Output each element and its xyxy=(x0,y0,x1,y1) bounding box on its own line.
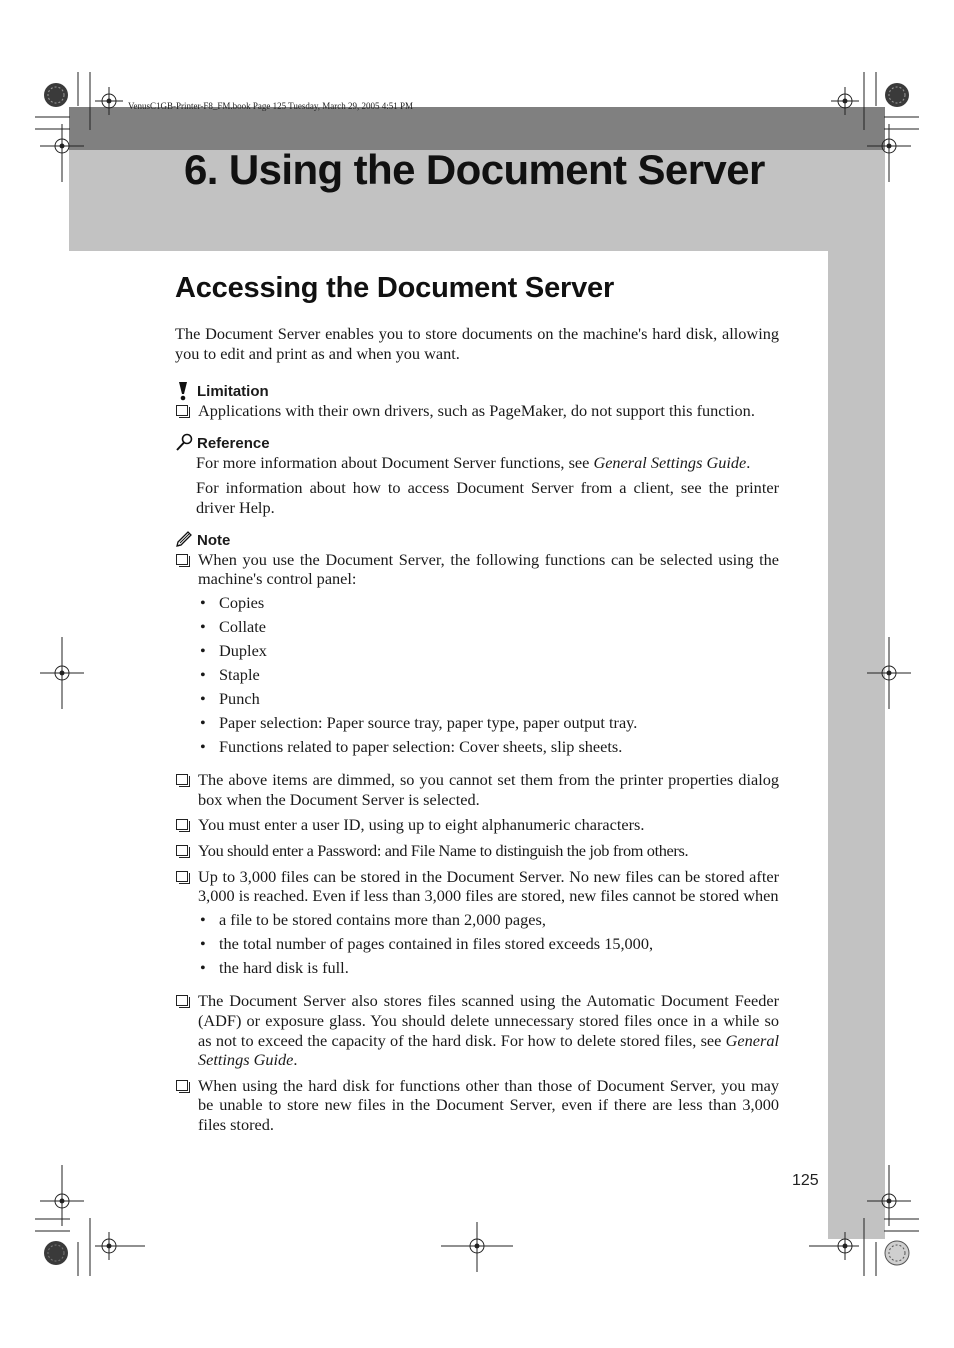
list-item: • Punch xyxy=(198,689,779,709)
list-item: • Staple xyxy=(198,665,779,685)
checkbox-bullet-icon xyxy=(176,819,188,830)
list-item: • a file to be stored contains more than 2,000 pages, xyxy=(198,910,779,930)
list-item: • Paper selection: Paper source tray, paper type, paper output tray. xyxy=(198,713,779,733)
pencil-icon xyxy=(175,530,193,550)
page-number: 125 xyxy=(792,1172,819,1189)
limitation-item-text: Applications with their own drivers, such as PageMaker, do not support this function. xyxy=(198,401,755,421)
reference-text-1: For more information about Document Server functions, see xyxy=(196,452,594,472)
note-item xyxy=(175,991,779,1069)
list-item: • the hard disk is full. xyxy=(198,958,779,978)
book-file-header: VenusC1GB-Printer-F8_FM.book Page 125 Tuesday, March 29, 2005 4:51 PM xyxy=(128,101,413,111)
list-item: • Functions related to paper selection: Cover sheets, slip sheets. xyxy=(198,737,779,757)
checkbox-bullet-icon xyxy=(176,845,188,856)
note-item-6-end: . xyxy=(293,1050,298,1070)
note-item xyxy=(175,841,779,861)
note-item-5-text: Up to 3,000 files can be stored in the Document Server. No new files can be stored after 3,000 is reached. Even if less than 3,000 files are stored, new files cannot be stored when xyxy=(198,866,779,906)
note-item xyxy=(175,867,779,986)
section-title: Accessing the Document Server xyxy=(175,272,615,304)
note-item-text: You should enter a Password: and File Name to distinguish the job from others. xyxy=(198,841,689,861)
reference-end-1: . xyxy=(746,452,751,472)
note-item-1-text: When you use the Document Server, the following functions can be selected using the machine's control panel: xyxy=(198,549,779,589)
chapter-title: 6. Using the Document Server xyxy=(184,146,765,193)
limitation-label: Limitation xyxy=(197,383,269,401)
note-item-6-text: The Document Server also stores files scanned using the Automatic Document Feeder (ADF) or exposure glass. You should delete unnecessary stored files once in a while so as not to exceed the capacity of the hard disk. For how to delete stored files, see xyxy=(198,991,779,1050)
note-item-text: When using the hard disk for functions other than those of Document Server, you may be unable to store new files in the Document Server, even if there are less than 3,000 files stored. xyxy=(198,1075,779,1134)
general-settings-guide-ref: General Settings Guide xyxy=(593,452,747,472)
reference-heading xyxy=(175,431,779,453)
note-item xyxy=(175,815,779,835)
list-item: • Collate xyxy=(198,617,779,637)
function-list xyxy=(198,593,779,757)
note-item-text xyxy=(198,550,779,765)
note-item xyxy=(175,770,779,809)
limitation-icon xyxy=(175,381,193,401)
checkbox-bullet-icon xyxy=(176,871,188,882)
limitation-item xyxy=(175,401,779,421)
note-item-text xyxy=(198,991,779,1069)
note-item xyxy=(175,550,779,765)
note-item xyxy=(175,1076,779,1135)
note-item-text: The above items are dimmed, so you cannot set them from the printer properties dialog box when the Document Server is selected. xyxy=(198,770,779,809)
checkbox-bullet-icon xyxy=(176,995,188,1006)
storage-limit-list xyxy=(198,910,779,978)
header-band-dark xyxy=(69,107,885,150)
checkbox-bullet-icon xyxy=(176,554,188,565)
note-item-text xyxy=(198,867,779,986)
magnifier-icon xyxy=(175,433,193,453)
limitation-heading xyxy=(175,379,779,401)
note-heading xyxy=(175,528,779,550)
list-item: • Duplex xyxy=(198,641,779,661)
list-item: • the total number of pages contained in files stored exceeds 15,000, xyxy=(198,934,779,954)
note-item-text: You must enter a user ID, using up to eight alphanumeric characters. xyxy=(198,815,645,835)
note-label: Note xyxy=(197,531,231,549)
reference-paragraph-2: For information about how to access Document Server from a client, see the printer driver Help. xyxy=(196,478,779,517)
chapter-side-tab xyxy=(828,251,885,1239)
reference-paragraph-1 xyxy=(175,453,779,473)
intro-paragraph: The Document Server enables you to store documents on the machine's hard disk, allowing you to edit and print as and when you want. xyxy=(175,324,779,363)
reference-label: Reference xyxy=(197,434,270,452)
checkbox-bullet-icon xyxy=(176,1080,188,1091)
checkbox-bullet-icon xyxy=(176,774,188,785)
general-settings-guide-ref: General Settings Guide xyxy=(198,1030,779,1070)
checkbox-bullet-icon xyxy=(176,405,188,416)
page-content xyxy=(175,324,779,1141)
list-item: • Copies xyxy=(198,593,779,613)
